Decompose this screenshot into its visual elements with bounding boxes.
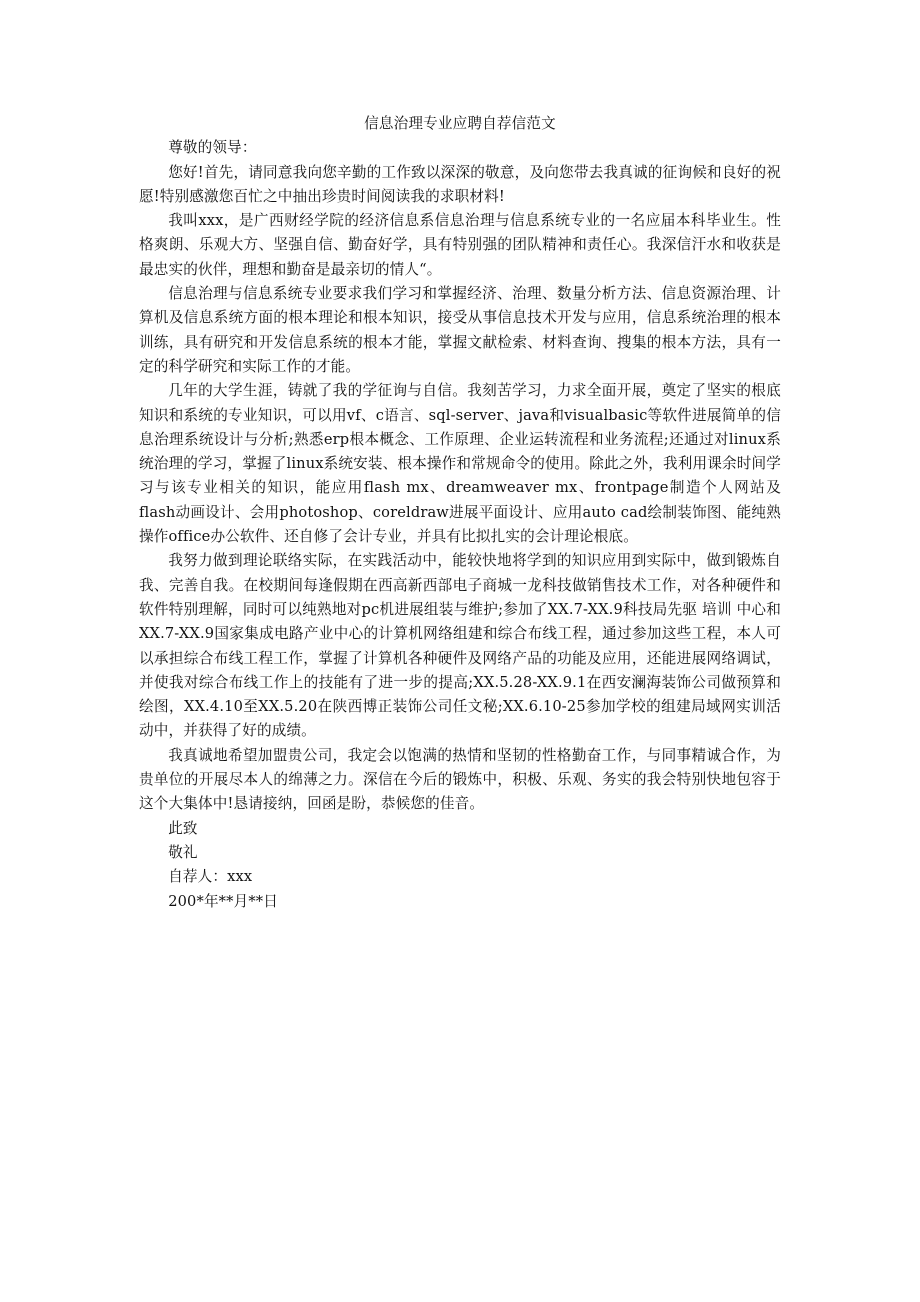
salutation: 尊敬的领导： — [168, 139, 257, 157]
document-title: 信息治理专业应聘自荐信范文 — [364, 115, 556, 132]
letter-page — [139, 112, 781, 914]
date: 200*年**月**日 — [168, 892, 278, 910]
paragraph-introduction: 我叫xxx，是广西财经学院的经济信息系信息治理与信息系统专业的一名应届本科毕业生。性格爽朗、乐观大方、坚强自信、勤奋好学，具有特别强的团队精神和责任心。我深信汗水和收获是最忠实的伙伴，理想和勤奋是最亲切的情人“。 — [139, 212, 781, 278]
paragraph-wish: 我真诚地希望加盟贵公司，我定会以饱满的热情和坚韧的性格勤奋工作，与同事精诚合作，为贵单位的开展尽本人的绵薄之力。深信在今后的锻炼中，积极、乐观、务实的我会特别快地包容于这个大集体中!恳请接纳，回函是盼，恭候您的佳音。 — [139, 746, 781, 813]
paragraph-skills: 几年的大学生涯，铸就了我的学征询与自信。我刻苦学习，力求全面开展，奠定了坚实的根底知识和系统的专业知识，可以用vf、c语言、sql-server、java和visualbasic等软件进展简单的信息治理系统设计与分析;熟悉erp根本概念、工作原理、企业运转流程和业务流程;还通过对linux系统治理的学习，掌握了linux系统安装、根本操作和常规命令的使用。除此之外，我利用课余时间学习与该专业相关的知识，能应用flash mx、dreamweaver mx、frontpage制造个人网站及flash动画设计、会用photoshop、coreldraw进展平面设计、应用auto cad绘制装饰图、能纯熟操作office办公软件、还自修了会计专业，并具有比拟扎实的会计理论根底。 — [139, 382, 781, 546]
closing-line-1: 此致 — [168, 819, 198, 837]
closing-block — [139, 817, 781, 914]
paragraph-experience: 我努力做到理论联络实际，在实践活动中，能较快地将学到的知识应用到实际中，做到锻炼自我、完善自我。在校期间每逢假期在西高新西部电子商城一龙科技做销售技术工作，对各种硬件和软件特别理解，同时可以纯熟地对pc机进展组装与维护;参加了XX.7-XX.9科技局先驱 培训 中心和XX.7-XX.9国家集成电路产业中心的计算机网络组建和综合布线工程，通过参加这些工程，本人可以承担综合布线工程工作，掌握了计算机各种硬件及网络产品的功能及应用，还能进展网络调试，并使我对综合布线工作上的技能有了进一步的提高;XX.5.28-XX.9.1在西安澜海装饰公司做预算和绘图，XX.4.10至XX.5.20在陕西博正装饰公司任文秘;XX.6.10-25参加学校的组建局域网实训活动中，并获得了好的成绩。 — [139, 552, 781, 740]
paragraph-greeting: 您好!首先，请同意我向您辛勤的工作致以深深的敬意，及向您带去我真诚的征询候和良好的祝愿!特别感激您百忙之中抽出珍贵时间阅读我的求职材料! — [139, 163, 781, 205]
closing-line-2: 敬礼 — [168, 843, 198, 861]
paragraph-major: 信息治理与信息系统专业要求我们学习和掌握经济、治理、数量分析方法、信息资源治理、计算机及信息系统方面的根本理论和根本知识，接受从事信息技术开发与应用，信息系统治理的根本训练，具有研究和开发信息系统的根本才能，掌握文献检索、材料查询、搜集的根本方法，具有一定的科学研究和实际工作的才能。 — [139, 285, 781, 375]
signature: 自荐人：xxx — [168, 868, 253, 886]
